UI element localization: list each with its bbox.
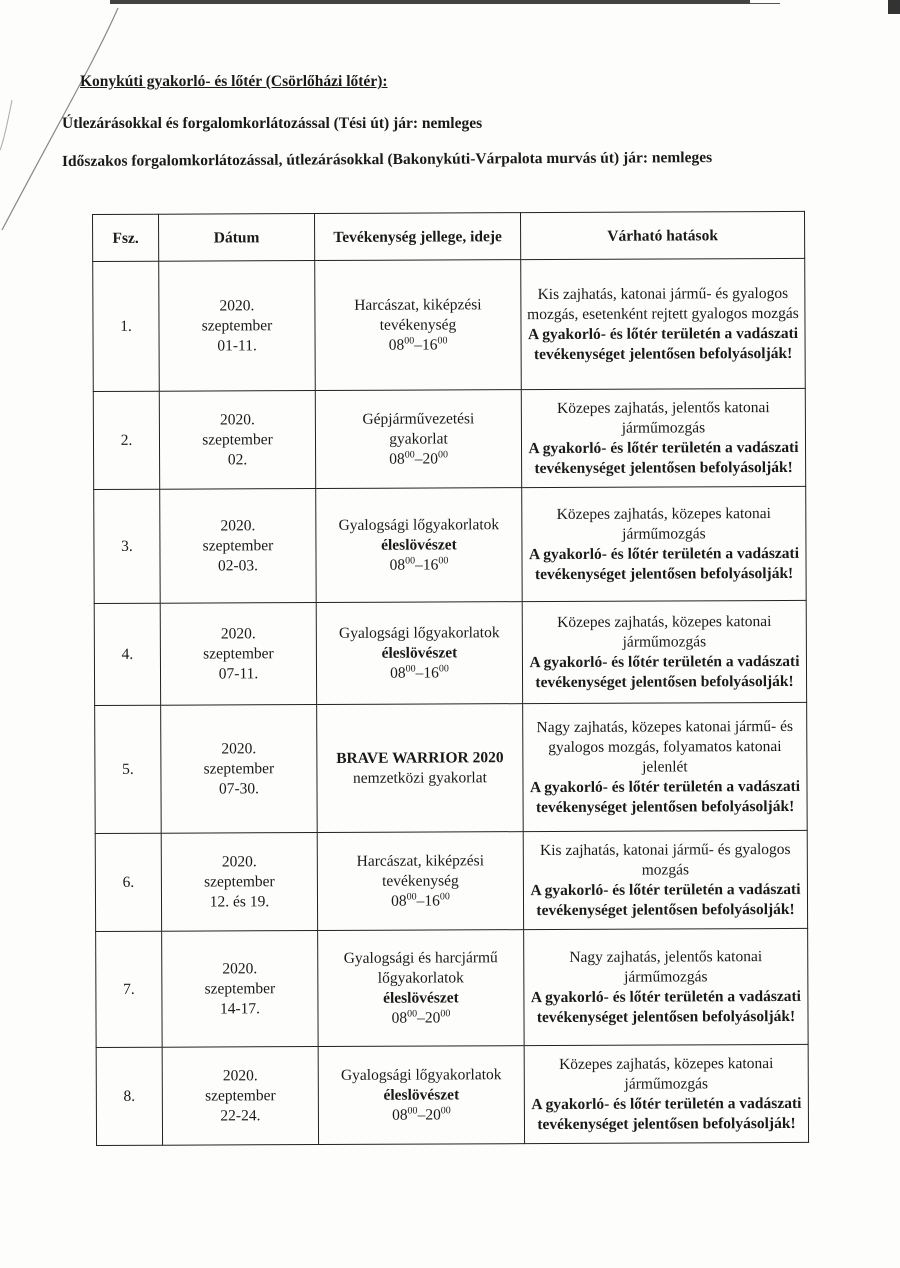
date-line: 2020. (219, 410, 255, 428)
activity-time (320, 335, 517, 356)
time-separator: – (417, 1106, 426, 1124)
header-activity: Tevékenység jellege, ideje (315, 213, 521, 261)
time-from-hour: 08 (391, 1009, 408, 1027)
row-activity (315, 390, 521, 489)
row-date (160, 603, 316, 706)
time-from-minutes: 00 (405, 554, 416, 566)
time-to-minutes: 00 (438, 662, 449, 674)
activity-highlight: éleslövészet (383, 988, 459, 1007)
time-to-minutes: 00 (440, 1007, 451, 1019)
road-closure-note-bakonykuti: Időszakos forgalomkorlátozással, útlezárásokkal (Bakonykúti-Várpalota murvás út) jár: nemleges (61, 149, 713, 170)
time-to-minutes: 00 (439, 890, 450, 902)
time-from-hour: 08 (391, 892, 407, 910)
date-line: szeptember (201, 316, 273, 335)
table-row (96, 1044, 808, 1145)
row-date (162, 1047, 318, 1146)
activity-highlight: éleslövészet (381, 643, 458, 662)
row-index: 3. (94, 489, 160, 603)
time-separator: – (414, 336, 422, 354)
row-activity (318, 930, 525, 1047)
row-index: 4. (94, 603, 160, 705)
time-from-minutes: 00 (407, 1104, 418, 1116)
activity-time (322, 1008, 519, 1029)
date-line: szeptember (202, 536, 274, 555)
time-separator: – (415, 556, 423, 574)
time-to-hour: 20 (422, 449, 438, 468)
date-line: 2020. (221, 852, 257, 870)
row-date (161, 833, 317, 932)
date-line: szeptember (205, 1086, 276, 1105)
row-effects (522, 600, 806, 703)
row-effects (524, 1044, 808, 1143)
activity-time (320, 555, 517, 576)
date-line: 2020. (222, 1066, 258, 1084)
row-effects (523, 830, 807, 929)
range-title: Konykúti gyakorló- és lőtér (Csörlőházi lőtér): (80, 73, 388, 90)
scan-edge (110, 0, 750, 4)
activity-time (321, 663, 518, 684)
time-from-minutes: 00 (406, 890, 417, 902)
effects-warning: A gyakorló- és lőtér területén a vadászati tevékenységet jelentősen befolyásolják! (529, 652, 800, 691)
time-from-minutes: 00 (404, 334, 415, 346)
date-line: szeptember (203, 644, 274, 663)
time-separator: – (414, 450, 423, 468)
time-to-minutes: 00 (437, 334, 448, 346)
activity-time (320, 449, 517, 470)
row-index: 7. (96, 931, 163, 1047)
activity-schedule-table (92, 211, 809, 1146)
date-line: szeptember (202, 430, 273, 449)
date-line: 14-17. (219, 999, 261, 1017)
activity-subtitle: nemzetközi gyakorlat (352, 768, 487, 787)
date-line: 07-11. (218, 664, 259, 682)
effects-text: Közepes zajhatás, közepes katonai járműmozgás (557, 612, 772, 651)
table-row (94, 486, 806, 603)
date-line: 2020. (222, 959, 258, 977)
time-from-minutes: 00 (404, 448, 415, 460)
activity-time (322, 891, 519, 912)
row-activity (317, 832, 523, 931)
table-row (95, 830, 807, 931)
effects-text: Kis zajhatás, katonai jármű- és gyalogos mozgás (539, 840, 791, 879)
date-line: 07-30. (218, 779, 260, 797)
date-line: szeptember (204, 872, 275, 891)
date-line: 12. és 19. (209, 892, 270, 910)
row-index: 1. (93, 261, 160, 391)
row-activity (318, 1046, 524, 1145)
header-effects: Várható hatások (520, 211, 804, 259)
row-date (162, 931, 319, 1048)
time-from-hour: 08 (392, 1106, 408, 1124)
row-effects (523, 702, 808, 831)
effects-text: Közepes zajhatás, közepes katonai járműmozgás (556, 504, 772, 543)
effects-warning: A gyakorló- és lőtér területén a vadászati tevékenységet jelentősen befolyásolják! (528, 544, 800, 583)
row-activity (316, 488, 522, 603)
activity-time (323, 1105, 520, 1126)
activity-line: Harcászat, kiképzési (356, 851, 485, 870)
header-index: Fsz. (93, 214, 159, 261)
time-separator: – (415, 664, 424, 682)
activity-line: Gyalogsági lőgyakorlatok (340, 1065, 502, 1084)
effects-warning: A gyakorló- és lőtér területén a vadászati tevékenységet jelentősen befolyásolják! (530, 987, 801, 1026)
time-from-hour: 08 (389, 556, 406, 574)
time-separator: – (416, 892, 425, 910)
date-line: 2020. (219, 296, 255, 314)
effects-warning: A gyakorló- és lőtér területén a vadászati tevékenységet jelentősen befolyásolják! (531, 1094, 802, 1133)
row-effects (524, 928, 809, 1045)
effects-text: Nagy zajhatás, közepes katonai jármű- és gyalogos mozgás, folyamatos katonai jelenlét (536, 717, 794, 776)
scan-edge (750, 3, 780, 4)
row-date (159, 391, 315, 490)
scan-mark (888, 0, 900, 14)
row-activity (316, 602, 522, 705)
row-activity (317, 704, 524, 833)
activity-line: gyakorlat (389, 429, 448, 448)
time-from-minutes: 00 (405, 662, 416, 674)
row-date (161, 705, 318, 834)
activity-line: Gépjárművezetési (362, 409, 475, 428)
row-activity (315, 260, 522, 391)
time-to-hour: 16 (424, 891, 440, 910)
row-effects (521, 258, 806, 389)
time-to-minutes: 00 (438, 554, 449, 566)
activity-line: Gyalogsági lőgyakorlatok (338, 623, 500, 642)
header-date: Dátum (159, 214, 315, 262)
row-index: 6. (95, 833, 161, 931)
effects-warning: A gyakorló- és lőtér területén a vadászati tevékenységet jelentősen befolyásolják! (528, 438, 799, 477)
row-date (159, 261, 316, 392)
time-from-minutes: 00 (407, 1007, 418, 1019)
time-from-hour: 08 (390, 664, 406, 682)
time-to-hour: 16 (423, 663, 439, 682)
date-line: 01-11. (217, 336, 257, 354)
table-header-row (93, 211, 805, 261)
time-to-minutes: 00 (437, 448, 448, 460)
row-effects (521, 388, 805, 487)
table-row (96, 928, 808, 1047)
time-separator: – (417, 1009, 425, 1027)
date-line: szeptember (203, 759, 275, 778)
activity-line: Gyalogsági lőgyakorlatok (338, 515, 500, 534)
activity-highlight: éleslövészet (383, 1085, 460, 1104)
activity-line: Harcászat, kiképzési (354, 295, 482, 314)
effects-warning: A gyakorló- és lőtér területén a vadászati tevékenységet jelentősen befolyásolják! (529, 777, 801, 816)
date-line: 02. (227, 450, 248, 468)
date-line: 02-03. (217, 556, 259, 574)
table-row (94, 600, 806, 705)
time-to-minutes: 00 (440, 1104, 451, 1116)
time-from-hour: 08 (388, 336, 405, 354)
table-row (93, 258, 806, 391)
effects-warning: A gyakorló- és lőtér területén a vadászati tevékenységet jelentősen befolyásolják! (527, 324, 799, 363)
activity-highlight: BRAVE WARRIOR 2020 (336, 748, 504, 767)
time-from-hour: 08 (389, 450, 405, 468)
row-index: 8. (96, 1047, 162, 1145)
row-index: 2. (93, 391, 159, 489)
activity-line: Gyalogsági és harcjármű (343, 948, 498, 967)
date-line: 2020. (220, 624, 256, 642)
activity-line: tevékenység (379, 315, 457, 334)
table-row (93, 388, 805, 489)
effects-text: Nagy zajhatás, jelentős katonai járműmozgás (569, 947, 763, 986)
time-to-hour: 20 (425, 1105, 441, 1124)
date-line: 2020. (221, 739, 257, 757)
row-effects (522, 486, 806, 601)
effects-text: Közepes zajhatás, jelentős katonai járműmozgás (557, 398, 770, 437)
effects-warning: A gyakorló- és lőtér területén a vadászati tevékenységet jelentősen befolyásolják! (530, 880, 801, 919)
time-to-hour: 20 (424, 1008, 441, 1027)
activity-line: tevékenység (382, 871, 459, 890)
road-closure-note-tesi: Útlezárásokkal és forgalomkorlátozással (Tési út) jár: nemleges (62, 115, 483, 132)
row-date (160, 489, 316, 604)
row-index: 5. (95, 705, 162, 833)
time-to-hour: 16 (422, 555, 439, 574)
effects-text: Kis zajhatás, katonai jármű- és gyalogos mozgás, esetenként rejtett gyalogos mozgás (527, 284, 799, 323)
date-line: 22-24. (220, 1106, 261, 1124)
table-row (95, 702, 808, 833)
date-line: 2020. (220, 516, 256, 534)
activity-line: lőgyakorlatok (377, 968, 464, 987)
date-line: szeptember (204, 979, 276, 998)
activity-highlight: éleslövészet (381, 535, 457, 554)
time-to-hour: 16 (421, 335, 438, 354)
effects-text: Közepes zajhatás, közepes katonai járműmozgás (559, 1054, 774, 1093)
